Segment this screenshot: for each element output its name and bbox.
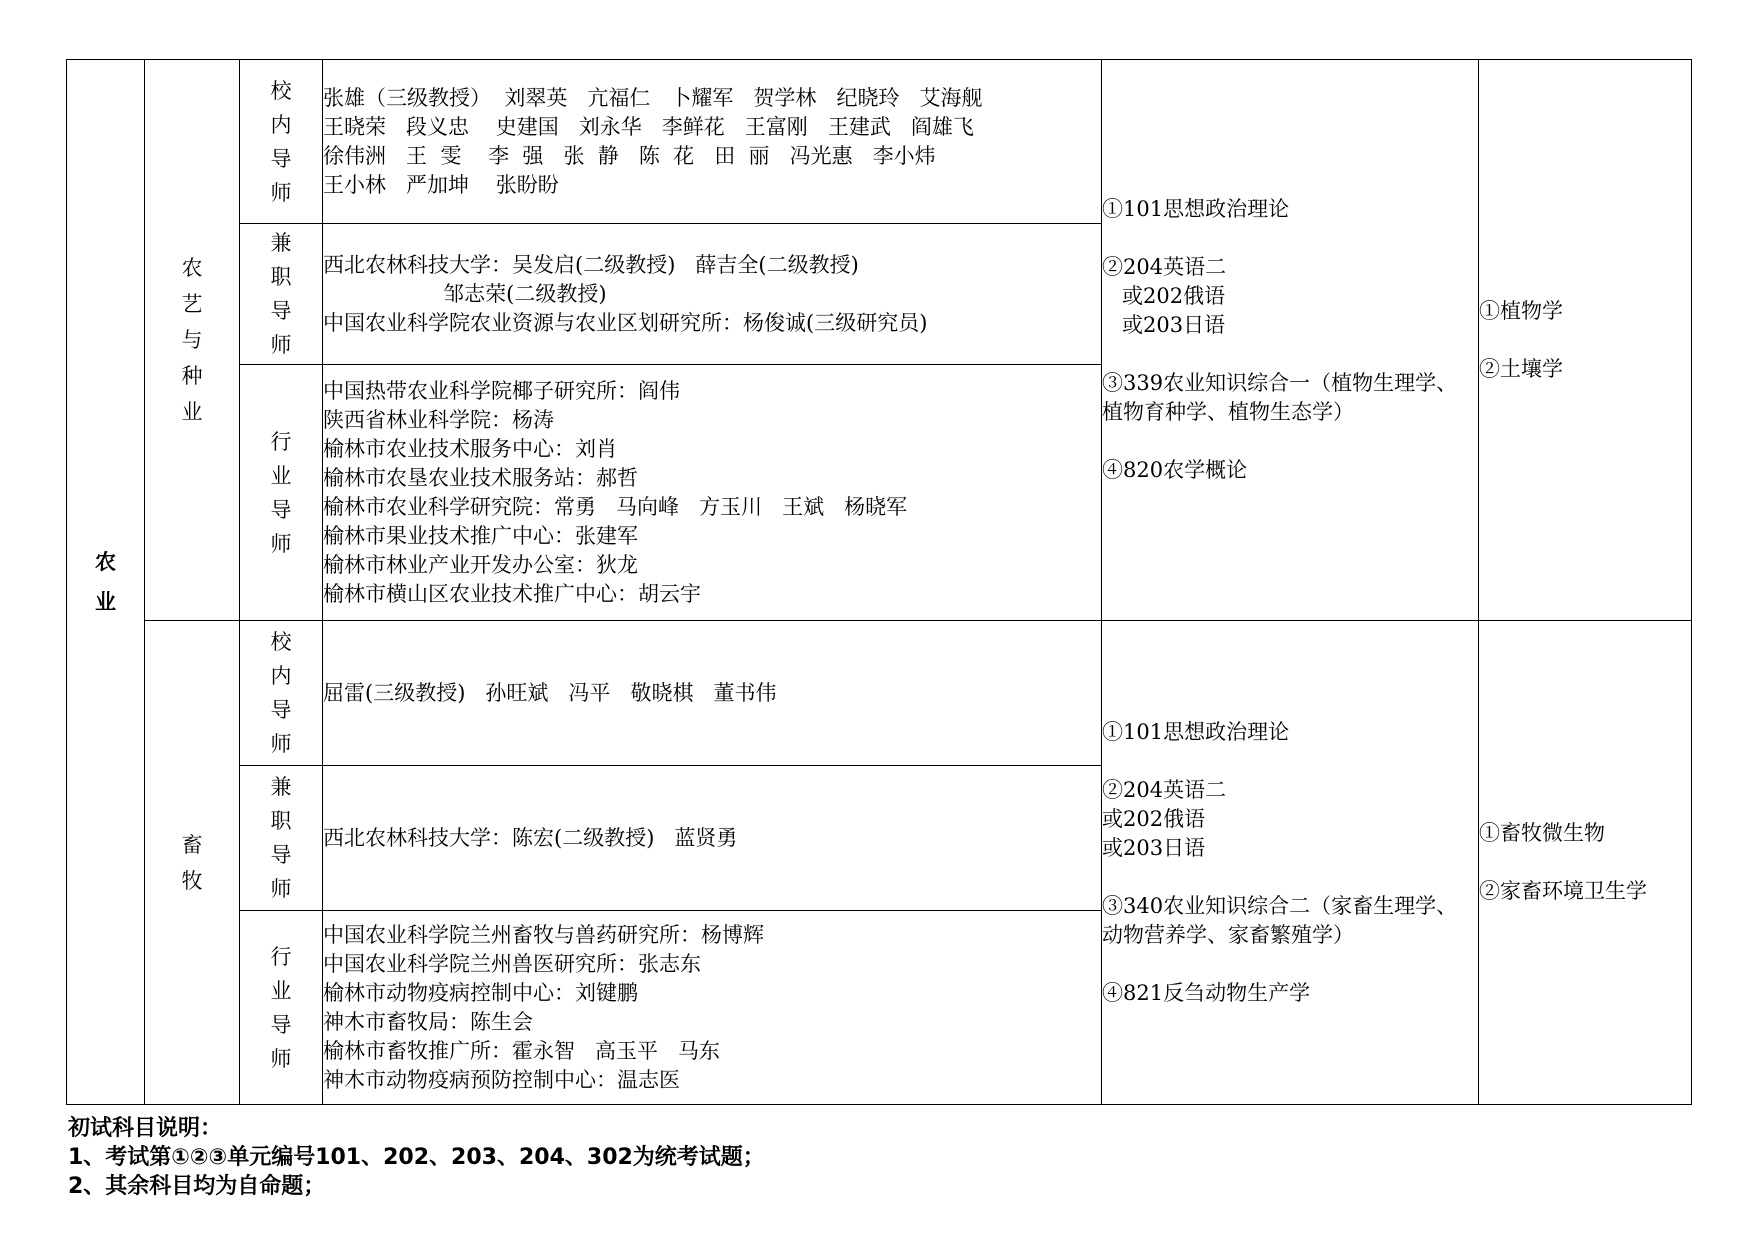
mentor-line: 榆林市横山区农业技术推广中心：胡云宇 xyxy=(323,581,701,606)
subject-item: ③339农业知识综合一（植物生理学、植物育种学、植物生态学） xyxy=(1102,371,1458,424)
mentor-line: 屈雷(三级教授) 孙旺斌 冯平 敬晓棋 董书伟 xyxy=(323,680,777,705)
mentor-line: 榆林市农垦农业技术服务站：郝哲 xyxy=(323,465,638,490)
subject-item: ①畜牧微生物 xyxy=(1479,821,1605,845)
mentor-line: 陕西省林业科学院：杨涛 xyxy=(323,407,554,432)
mentor-line: 邹志荣(二级教授) xyxy=(323,281,607,306)
mentor-line: 张雄（三级教授） 刘翠英 亢福仁 卜耀军 贺学林 纪晓玲 艾海舰 xyxy=(323,85,983,110)
role-label: 兼 职 导 师 xyxy=(270,775,292,901)
spacer xyxy=(1102,427,1478,456)
role-label: 行 业 导 师 xyxy=(270,944,292,1071)
mentor-line: 榆林市林业产业开发办公室：狄龙 xyxy=(323,552,638,577)
subject-item: ②204英语二 或202俄语 或203日语 xyxy=(1102,255,1227,337)
mentor-list xyxy=(323,224,1102,365)
field-cell xyxy=(67,60,145,1105)
role-label: 校 内 导 师 xyxy=(270,78,292,205)
mentor-list xyxy=(323,911,1102,1105)
enrollment-table xyxy=(66,59,1692,1105)
major-label: 农 艺 与 种 业 xyxy=(181,256,203,424)
mentor-line: 榆林市畜牧推广所：霍永智 高玉平 马东 xyxy=(323,1038,721,1063)
exam-notes xyxy=(68,1114,765,1201)
major-cell xyxy=(145,60,240,621)
role-cell xyxy=(240,911,323,1105)
spacer xyxy=(1102,224,1478,253)
subject-item: ④820农学概论 xyxy=(1102,458,1248,482)
exam-subjects xyxy=(1102,60,1479,621)
mentor-line: 神木市畜牧局：陈生会 xyxy=(323,1009,533,1034)
mentor-line: 中国农业科学院兰州畜牧与兽药研究所：杨博辉 xyxy=(323,922,764,947)
mentor-line: 榆林市农业技术服务中心：刘肖 xyxy=(323,436,617,461)
note-item: 1、考试第①②③单元编号101、202、203、204、302为统考试题； xyxy=(68,1145,765,1170)
role-label: 行 业 导 师 xyxy=(270,429,292,556)
spacer xyxy=(1479,848,1691,877)
major-cell xyxy=(145,621,240,1105)
mentor-line: 西北农林科技大学：陈宏(二级教授) 蓝贤勇 xyxy=(323,825,738,850)
table-row xyxy=(67,621,1692,766)
role-cell xyxy=(240,365,323,621)
subject-item: ④821反刍动物生产学 xyxy=(1102,980,1311,1005)
retest-subjects xyxy=(1479,621,1692,1105)
subject-item: ②土壤学 xyxy=(1479,356,1563,381)
exam-subjects xyxy=(1102,621,1479,1105)
field-label: 农 业 xyxy=(95,550,116,614)
mentor-list xyxy=(323,365,1102,621)
mentor-line: 徐伟洲 王 雯 李 强 张 静 陈 花 田 丽 冯光惠 李小炜 xyxy=(323,143,936,168)
mentor-list xyxy=(323,60,1102,224)
role-cell xyxy=(240,60,323,224)
subject-item: ①101思想政治理论 xyxy=(1102,719,1290,744)
mentor-line: 中国热带农业科学院椰子研究所：阎伟 xyxy=(323,378,680,403)
note-item: 2、其余科目均为自命题； xyxy=(68,1174,326,1199)
role-cell xyxy=(240,621,323,766)
mentor-line: 王晓荣 段义忠 史建国 刘永华 李鲜花 王富刚 王建武 阎雄飞 xyxy=(323,114,974,139)
subject-item: ②家畜环境卫生学 xyxy=(1479,879,1647,903)
table-row xyxy=(67,60,1692,224)
mentor-line: 中国农业科学院农业资源与农业区划研究所：杨俊诚(三级研究员) xyxy=(323,310,928,335)
notes-title: 初试科目说明： xyxy=(68,1116,223,1141)
mentor-list xyxy=(323,766,1102,911)
spacer xyxy=(1479,326,1691,355)
spacer xyxy=(1102,950,1478,979)
spacer xyxy=(1102,340,1478,369)
retest-subjects xyxy=(1479,60,1692,621)
major-label: 畜 牧 xyxy=(181,832,203,893)
role-cell xyxy=(240,224,323,365)
mentor-line: 榆林市动物疫病控制中心：刘键鹏 xyxy=(323,980,638,1005)
mentor-line: 榆林市果业技术推广中心：张建军 xyxy=(323,523,638,548)
role-label: 兼 职 导 师 xyxy=(270,231,292,357)
spacer xyxy=(1102,863,1478,892)
mentor-list xyxy=(323,621,1102,766)
subject-item: ③340农业知识综合二（家畜生理学、动物营养学、家畜繁殖学） xyxy=(1102,893,1458,947)
mentor-line: 王小林 严加坤 张盼盼 xyxy=(323,172,559,197)
mentor-line: 神木市动物疫病预防控制中心：温志医 xyxy=(323,1067,680,1092)
mentor-line: 榆林市农业科学研究院：常勇 马向峰 方玉川 王斌 杨晓军 xyxy=(323,494,908,519)
mentor-line: 中国农业科学院兰州兽医研究所：张志东 xyxy=(323,951,701,976)
role-label: 校 内 导 师 xyxy=(270,630,292,756)
subject-item: ①101思想政治理论 xyxy=(1102,197,1290,221)
subject-item: ②204英语二 或202俄语 或203日语 xyxy=(1102,777,1227,860)
mentor-line: 西北农林科技大学：吴发启(二级教授) 薛吉全(二级教授) xyxy=(323,252,859,277)
role-cell xyxy=(240,766,323,911)
spacer xyxy=(1102,747,1478,776)
subject-item: ①植物学 xyxy=(1479,298,1563,323)
